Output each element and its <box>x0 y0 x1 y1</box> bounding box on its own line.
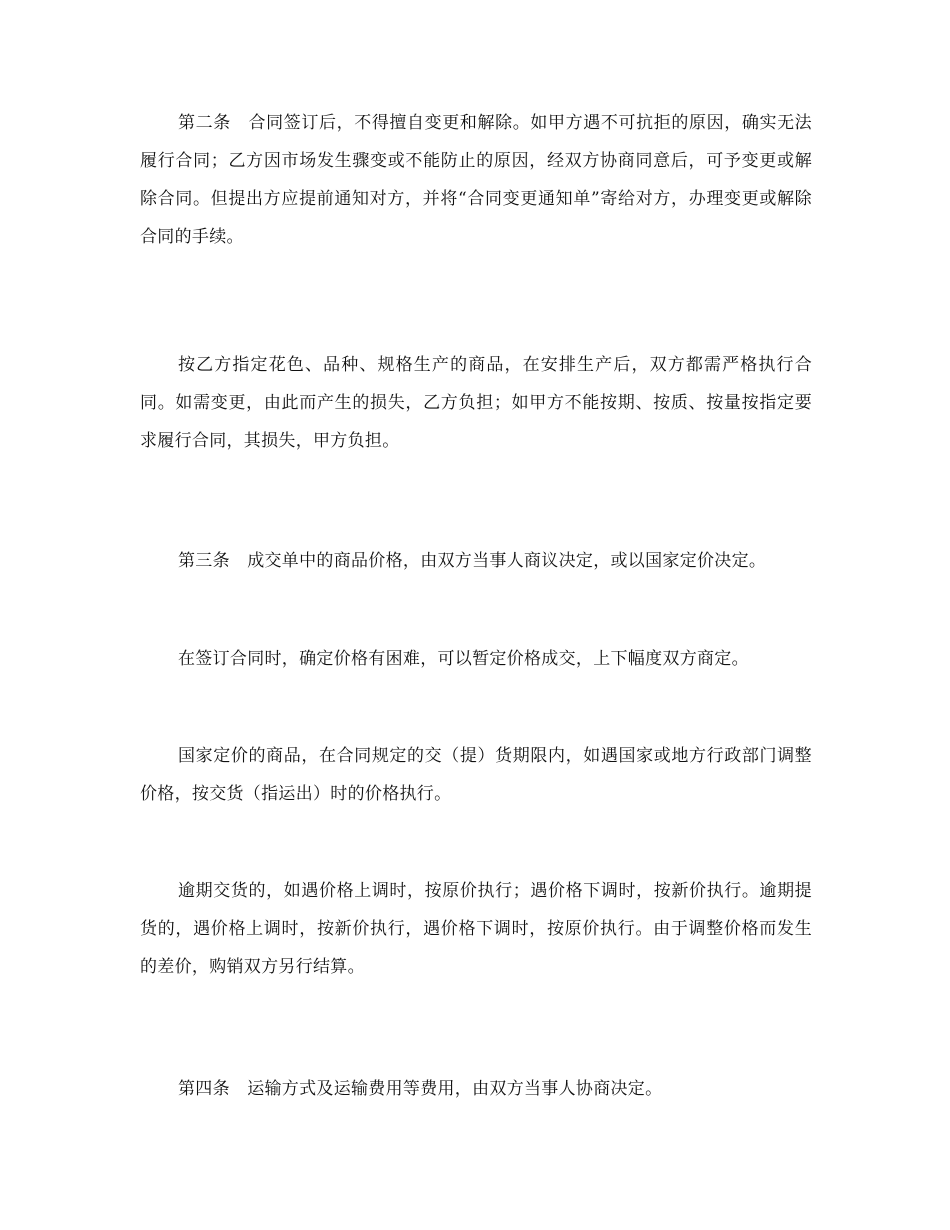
article-4-paragraph: 第四条 运输方式及运输费用等费用，由双方当事人协商决定。 <box>178 1079 663 1099</box>
overdue-delivery-paragraph: 逾期交货的，如遇价格上调时，按原价执行；遇价格下调时，按新价执行。逾期提货的，遇价格上调时，按新价执行，遇价格下调时，按原价执行。由于调整价格而发生的差价，购销双方另行结算。 <box>140 881 812 977</box>
custom-goods-paragraph: 按乙方指定花色、品种、规格生产的商品，在安排生产后，双方都需严格执行合同。如需变更，由此而产生的损失，乙方负担；如甲方不能按期、按质、按量按指定要求履行合同，其损失，甲方负担。 <box>140 355 812 451</box>
article-2-paragraph: 第二条 合同签订后，不得擅自变更和解除。如甲方遇不可抗拒的原因，确实无法履行合同；乙方因市场发生骤变或不能防止的原因，经双方协商同意后，可予变更或解除合同。但提出方应提前通知对方，并将“合同变更通知单”寄给对方，办理变更或解除合同的手续。 <box>140 113 812 247</box>
article-3-paragraph: 第三条 成交单中的商品价格，由双方当事人商议决定，或以国家定价决定。 <box>178 551 767 571</box>
state-price-paragraph: 国家定价的商品，在合同规定的交（提）货期限内，如遇国家或地方行政部门调整价格，按交货（指运出）时的价格执行。 <box>140 746 812 804</box>
provisional-price-paragraph: 在签订合同时，确定价格有困难，可以暂定价格成交，上下幅度双方商定。 <box>178 649 749 669</box>
